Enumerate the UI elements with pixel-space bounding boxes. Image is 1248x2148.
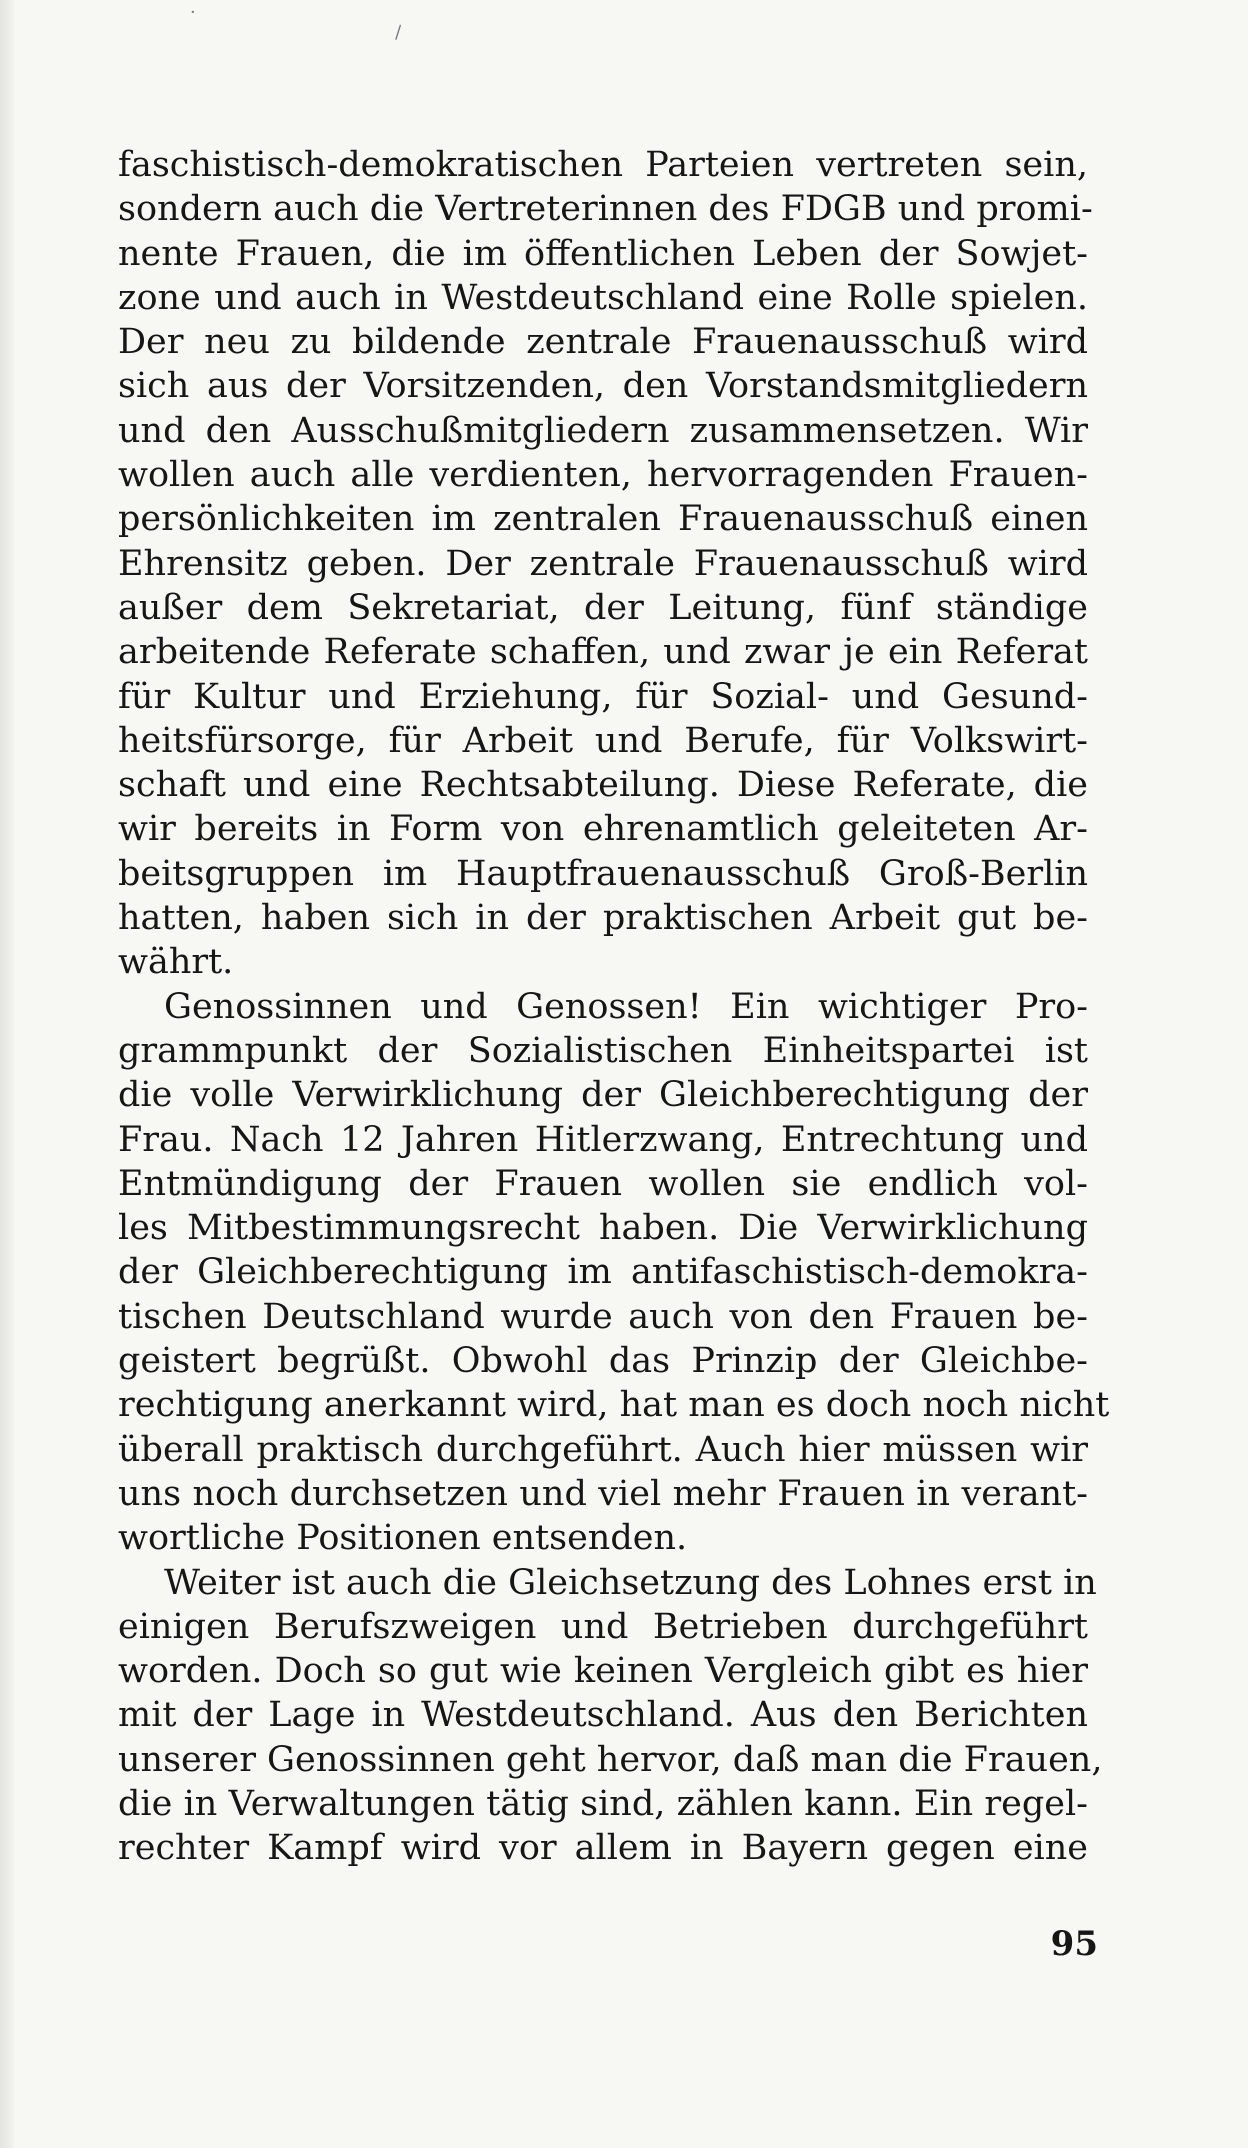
text-line: wortliche Positionen entsenden. [118, 1518, 688, 1559]
text-line: überall praktisch durchgeführt. Auch hier müssen wir [118, 1429, 1088, 1470]
text-line: beitsgruppen im Hauptfrauenausschuß Groß-Berlin [118, 853, 1088, 894]
text-line: wir bereits in Form von ehrenamtlich geleiteten Ar- [118, 809, 1088, 850]
page-binding-edge [0, 0, 14, 2148]
text-line: rechter Kampf wird vor allem in Bayern gegen eine [118, 1828, 1088, 1869]
text-line: persönlichkeiten im zentralen Frauenausschuß einen [118, 499, 1088, 540]
text-line: sondern auch die Vertreterinnen des FDGB und promi- [118, 189, 1093, 230]
text-line: les Mitbestimmungsrecht haben. Die Verwirklichung [118, 1208, 1088, 1249]
body-text [118, 143, 1110, 1871]
text-line: und den Ausschußmitgliedern zusammensetzen. Wir [118, 410, 1088, 451]
text-line: rechtigung anerkannt wird, hat man es doch noch nicht [118, 1385, 1110, 1426]
paragraph [118, 143, 1093, 985]
paragraph [118, 1561, 1103, 1871]
text-line: unserer Genossinnen geht hervor, daß man die Frauen, [118, 1739, 1103, 1780]
text-line: mit der Lage in Westdeutschland. Aus den Berichten [118, 1695, 1088, 1736]
text-line: hatten, haben sich in der praktischen Arbeit gut be- [118, 898, 1088, 939]
text-line: die in Verwaltungen tätig sind, zählen kann. Ein regel- [118, 1783, 1088, 1824]
text-line: Frau. Nach 12 Jahren Hitlerzwang, Entrechtung und [118, 1119, 1088, 1160]
text-line: grammpunkt der Sozialistischen Einheitspartei ist [118, 1030, 1088, 1071]
text-line: arbeitende Referate schaffen, und zwar je ein Referat [118, 632, 1088, 673]
text-line: Ehrensitz geben. Der zentrale Frauenausschuß wird [118, 543, 1088, 584]
text-line: sich aus der Vorsitzenden, den Vorstandsmitgliedern [118, 366, 1088, 407]
text-line: einigen Berufszweigen und Betrieben durchgeführt [118, 1606, 1088, 1647]
text-line: wollen auch alle verdienten, hervorragenden Frauen- [118, 455, 1088, 496]
text-line: Weiter ist auch die Gleichsetzung des Lohnes erst in [164, 1562, 1097, 1603]
print-speck: · [190, 2, 196, 23]
text-line: geistert begrüßt. Obwohl das Prinzip der Gleichbe- [118, 1341, 1088, 1382]
page-number: 95 [1050, 1924, 1098, 1964]
text-line: Genossinnen und Genossen! Ein wichtiger Pro- [164, 986, 1088, 1027]
paragraph [118, 985, 1110, 1561]
text-line: uns noch durchsetzen und viel mehr Frauen in verant- [118, 1473, 1088, 1514]
text-line: Entmündigung der Frauen wollen sie endlich vol- [118, 1163, 1088, 1204]
text-line: der Gleichberechtigung im antifaschistisch-demokra- [118, 1252, 1088, 1293]
text-line: schaft und eine Rechtsabteilung. Diese Referate, die [118, 765, 1088, 806]
text-line: für Kultur und Erziehung, für Sozial- und Gesund- [118, 676, 1088, 717]
text-line: heitsfürsorge, für Arbeit und Berufe, für Volkswirt- [118, 720, 1088, 761]
text-line: worden. Doch so gut wie keinen Vergleich gibt es hier [118, 1651, 1088, 1692]
text-line: zone und auch in Westdeutschland eine Rolle spielen. [118, 277, 1088, 318]
text-line: die volle Verwirklichung der Gleichberechtigung der [118, 1075, 1088, 1116]
text-line: nente Frauen, die im öffentlichen Leben der Sowjet- [118, 233, 1088, 274]
print-speck: \ [389, 22, 407, 43]
text-line: außer dem Sekretariat, der Leitung, fünf ständige [118, 587, 1088, 628]
text-line: tischen Deutschland wurde auch von den Frauen be- [118, 1296, 1088, 1337]
text-line: Der neu zu bildende zentrale Frauenausschuß wird [118, 322, 1088, 363]
text-line: währt. [118, 942, 234, 983]
text-line: faschistisch-demokratischen Parteien vertreten sein, [118, 145, 1088, 185]
